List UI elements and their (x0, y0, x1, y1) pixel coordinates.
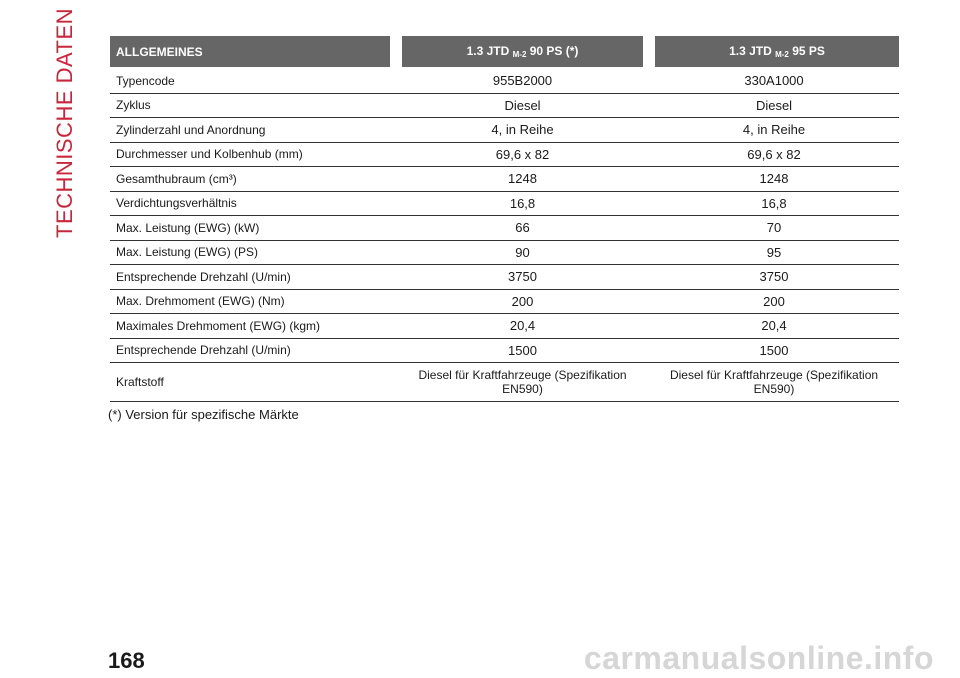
table-row (110, 338, 899, 363)
row-value-90ps: Diesel (396, 93, 649, 118)
row-label: Max. Drehmoment (EWG) (Nm) (110, 289, 396, 314)
table-row (110, 68, 899, 93)
header-engine-90ps-tail: 90 PS (*) (529, 44, 579, 58)
table-row (110, 363, 899, 402)
row-label: Maximales Drehmoment (EWG) (kgm) (110, 314, 396, 339)
row-value-95ps: 70 (649, 216, 899, 241)
row-label: Zyklus (110, 93, 396, 118)
row-label: Verdichtungsverhältnis (110, 191, 396, 216)
row-value-90ps: 20,4 (396, 314, 649, 339)
table-row (110, 216, 899, 241)
page-number: 168 (108, 648, 145, 673)
row-value-90ps: 66 (396, 216, 649, 241)
row-label: Entsprechende Drehzahl (U/min) (110, 265, 396, 290)
header-engine-95ps-main: 1.3 JTD (729, 44, 772, 58)
header-engine-95ps (649, 36, 899, 68)
row-value-90ps: 4, in Reihe (396, 118, 649, 143)
watermark: carmanualsonline.info (583, 640, 934, 676)
table-row (110, 167, 899, 192)
row-value-95ps: 95 (649, 240, 899, 265)
row-value-90ps: 1500 (396, 338, 649, 363)
table-row (110, 289, 899, 314)
header-engine-90ps-sub: M-2 (512, 50, 527, 59)
row-value-90ps: 1248 (396, 167, 649, 192)
row-value-90ps: 16,8 (396, 191, 649, 216)
side-section-title: TECHNISCHE DATEN (52, 7, 77, 238)
row-value-90ps: 200 (396, 289, 649, 314)
row-value-95ps: 1248 (649, 167, 899, 192)
row-value-95ps: Diesel für Kraftfahrzeuge (Spezifikation EN590) (649, 363, 899, 402)
row-value-95ps: 69,6 x 82 (649, 142, 899, 167)
row-value-95ps: 3750 (649, 265, 899, 290)
row-value-95ps: 20,4 (649, 314, 899, 339)
row-label: Typencode (110, 68, 396, 93)
header-engine-95ps-tail: 95 PS (792, 44, 825, 58)
row-value-95ps: Diesel (649, 93, 899, 118)
row-value-90ps: 69,6 x 82 (396, 142, 649, 167)
specs-table-body (110, 68, 899, 402)
table-row (110, 240, 899, 265)
row-value-90ps: 90 (396, 240, 649, 265)
table-row (110, 118, 899, 143)
specs-table (110, 36, 899, 402)
row-label: Durchmesser und Kolbenhub (mm) (110, 142, 396, 167)
row-value-95ps: 330A1000 (649, 68, 899, 93)
header-engine-90ps-main: 1.3 JTD (466, 44, 510, 58)
row-label: Max. Leistung (EWG) (PS) (110, 240, 396, 265)
table-row (110, 142, 899, 167)
row-value-95ps: 4, in Reihe (649, 118, 899, 143)
row-label: Gesamthubraum (cm³) (110, 167, 396, 192)
header-label: ALLGEMEINES (110, 36, 396, 68)
footnote: (*) Version für spezifische Märkte (108, 407, 299, 422)
table-row (110, 191, 899, 216)
table-row (110, 93, 899, 118)
row-value-90ps: 3750 (396, 265, 649, 290)
row-value-95ps: 16,8 (649, 191, 899, 216)
table-row (110, 314, 899, 339)
specs-table-header (110, 36, 899, 68)
row-label: Kraftstoff (110, 363, 396, 402)
row-value-90ps: 955B2000 (396, 68, 649, 93)
row-value-95ps: 1500 (649, 338, 899, 363)
table-row (110, 265, 899, 290)
row-label: Entsprechende Drehzahl (U/min) (110, 338, 396, 363)
row-label: Max. Leistung (EWG) (kW) (110, 216, 396, 241)
row-label: Zylinderzahl und Anordnung (110, 118, 396, 143)
header-engine-95ps-sub: M-2 (775, 50, 789, 59)
row-value-95ps: 200 (649, 289, 899, 314)
header-engine-90ps (396, 36, 649, 68)
row-value-90ps: Diesel für Kraftfahrzeuge (Spezifikation EN590) (396, 363, 649, 402)
